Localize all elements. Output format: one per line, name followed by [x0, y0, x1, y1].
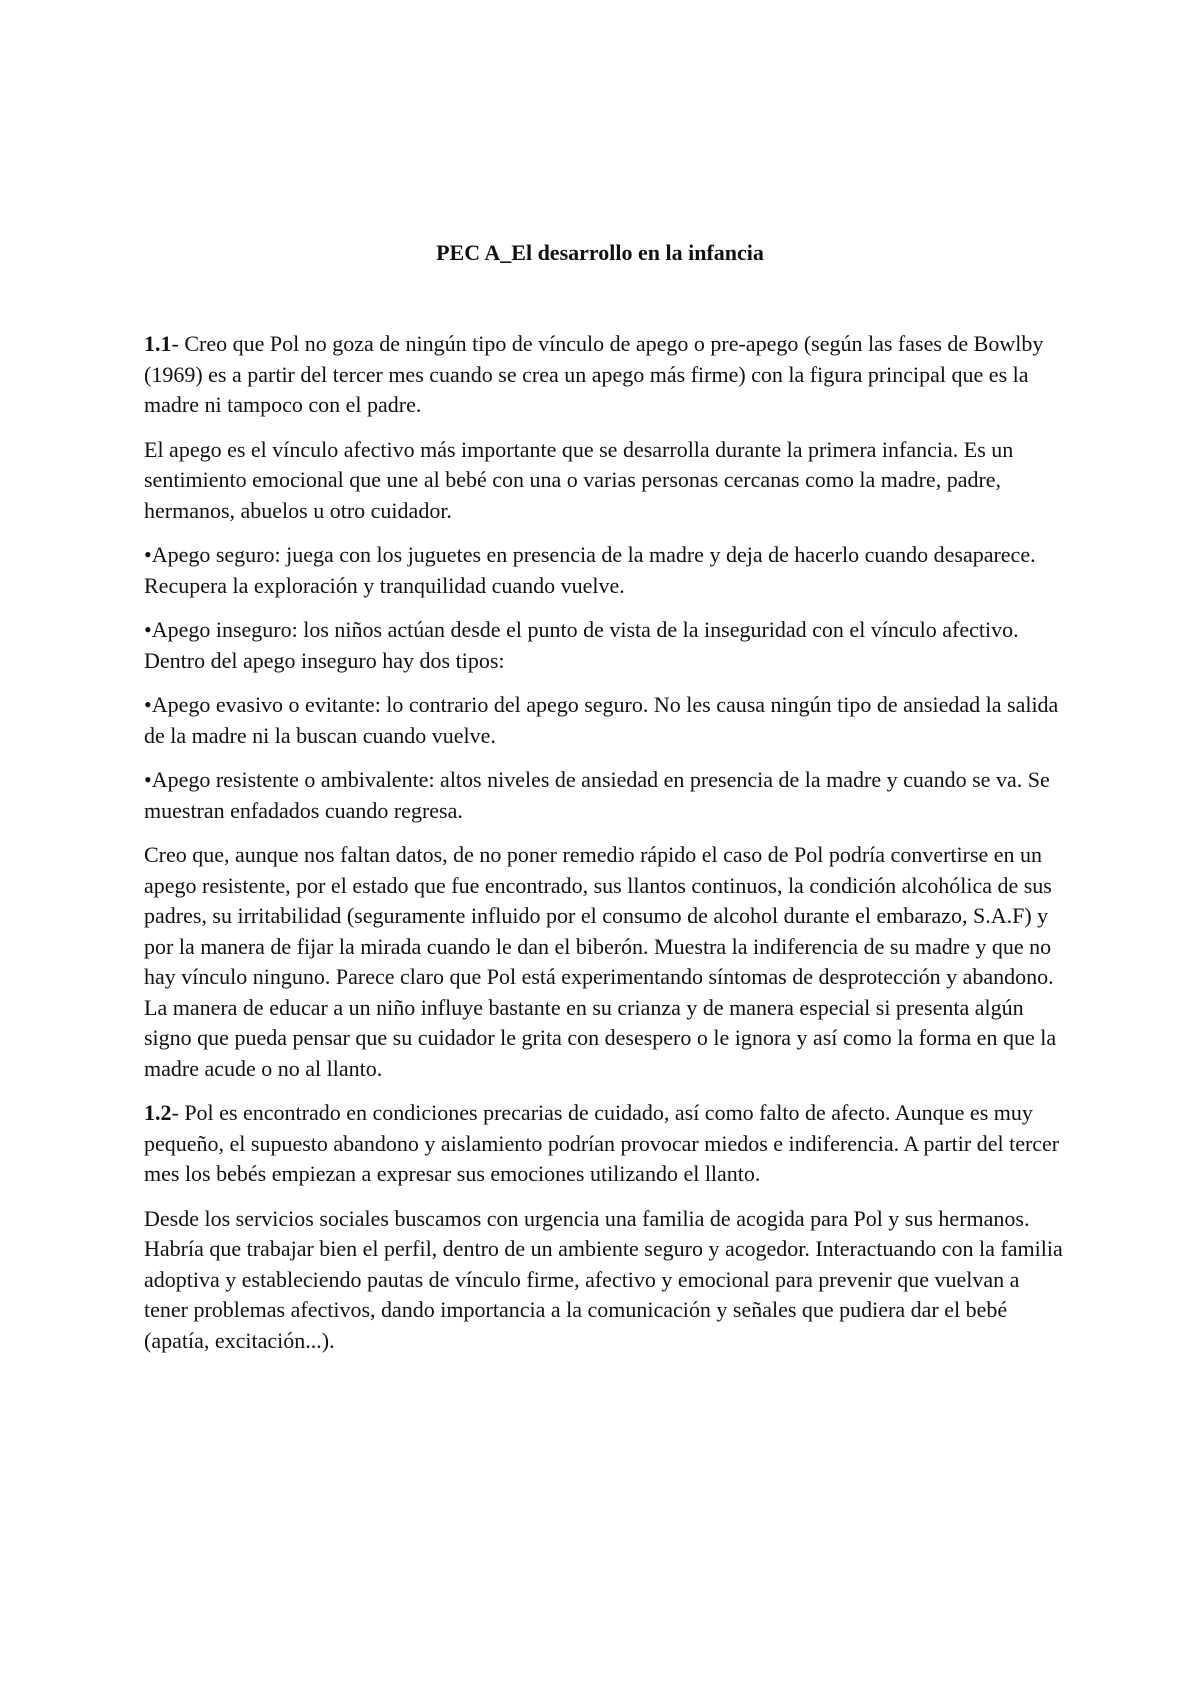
paragraph-text: - Pol es encontrado en condiciones precarias de cuidado, así como falto de afecto. Aunque es muy pequeño, el supuesto abandono y aislamiento podrían provocar miedos e indiferencia. A partir del tercer mes los bebés empiezan a expresar sus emociones utilizando el llanto.: [144, 1100, 1060, 1186]
section-number-1-2: 1.2: [144, 1100, 172, 1125]
paragraph-servicios-sociales: Desde los servicios sociales buscamos con urgencia una familia de acogida para Pol y sus hermanos. Habría que trabajar bien el perfil, dentro de un ambiente seguro y acogedor. Interactuando con la familia adoptiva y estableciendo pautas de vínculo firme, afectivo y emocional para prevenir que vuelvan a tener problemas afectivos, dando importancia a la comunicación y señales que pudiera dar el bebé (apatía, excitación...).: [144, 1205, 1063, 1353]
paragraph-conclusion-1-1: Creo que, aunque nos faltan datos, de no poner remedio rápido el caso de Pol podría convertirse en un apego resistente, por el estado que fue encontrado, sus llantos continuos, la condición alcohólica de sus padres, su irritabilidad (seguramente influido por el consumo de alcohol durante el embarazo, S.A.F) y por la manera de fijar la mirada cuando le dan el biberón. Muestra la indiferencia de su madre y que no hay vínculo ninguno. Parece claro que Pol está experimentando síntomas de desprotección y abandono. La manera de educar a un niño influye bastante en su crianza y de manera especial si presenta algún signo que pueda pensar que su cuidador le grita con desespero o le ignora y así como la forma en que la madre acude o no al llanto.: [144, 842, 1057, 1081]
paragraph-apego-definicion: El apego es el vínculo afectivo más importante que se desarrolla durante la primera infancia. Es un sentimiento emocional que une al bebé con una o varias personas cercanas como la madre, padre, hermanos, abuelos u otro cuidador.: [144, 436, 1014, 523]
paragraph-1-1-intro: [144, 329, 1064, 421]
paragraph-apego-evasivo: •Apego evasivo o evitante: lo contrario del apego seguro. No les causa ningún tipo de ansiedad la salida de la madre ni la buscan cuando vuelve.: [144, 692, 1059, 748]
paragraph-apego-inseguro: •Apego inseguro: los niños actúan desde el punto de vista de la inseguridad con el vínculo afectivo. Dentro del apego inseguro hay dos tipos:: [144, 617, 1019, 673]
paragraph-apego-resistente: •Apego resistente o ambivalente: altos niveles de ansiedad en presencia de la madre y cuando se va. Se muestran enfadados cuando regresa.: [144, 767, 1050, 823]
document-title: PEC A_El desarrollo en la infancia: [436, 240, 764, 265]
paragraph-text: - Creo que Pol no goza de ningún tipo de vínculo de apego o pre-apego (según las fases de Bowlby (1969) es a partir del tercer mes cuando se crea un apego más firme) con la figura principal que es la madre ni tampoco con el padre.: [144, 331, 1044, 417]
document-body: [144, 329, 1064, 1370]
paragraph-1-2-intro: [144, 1098, 1064, 1190]
paragraph-apego-seguro: •Apego seguro: juega con los juguetes en presencia de la madre y deja de hacerlo cuando desaparece. Recupera la exploración y tranquilidad cuando vuelve.: [144, 542, 1036, 598]
section-number-1-1: 1.1: [144, 331, 172, 356]
